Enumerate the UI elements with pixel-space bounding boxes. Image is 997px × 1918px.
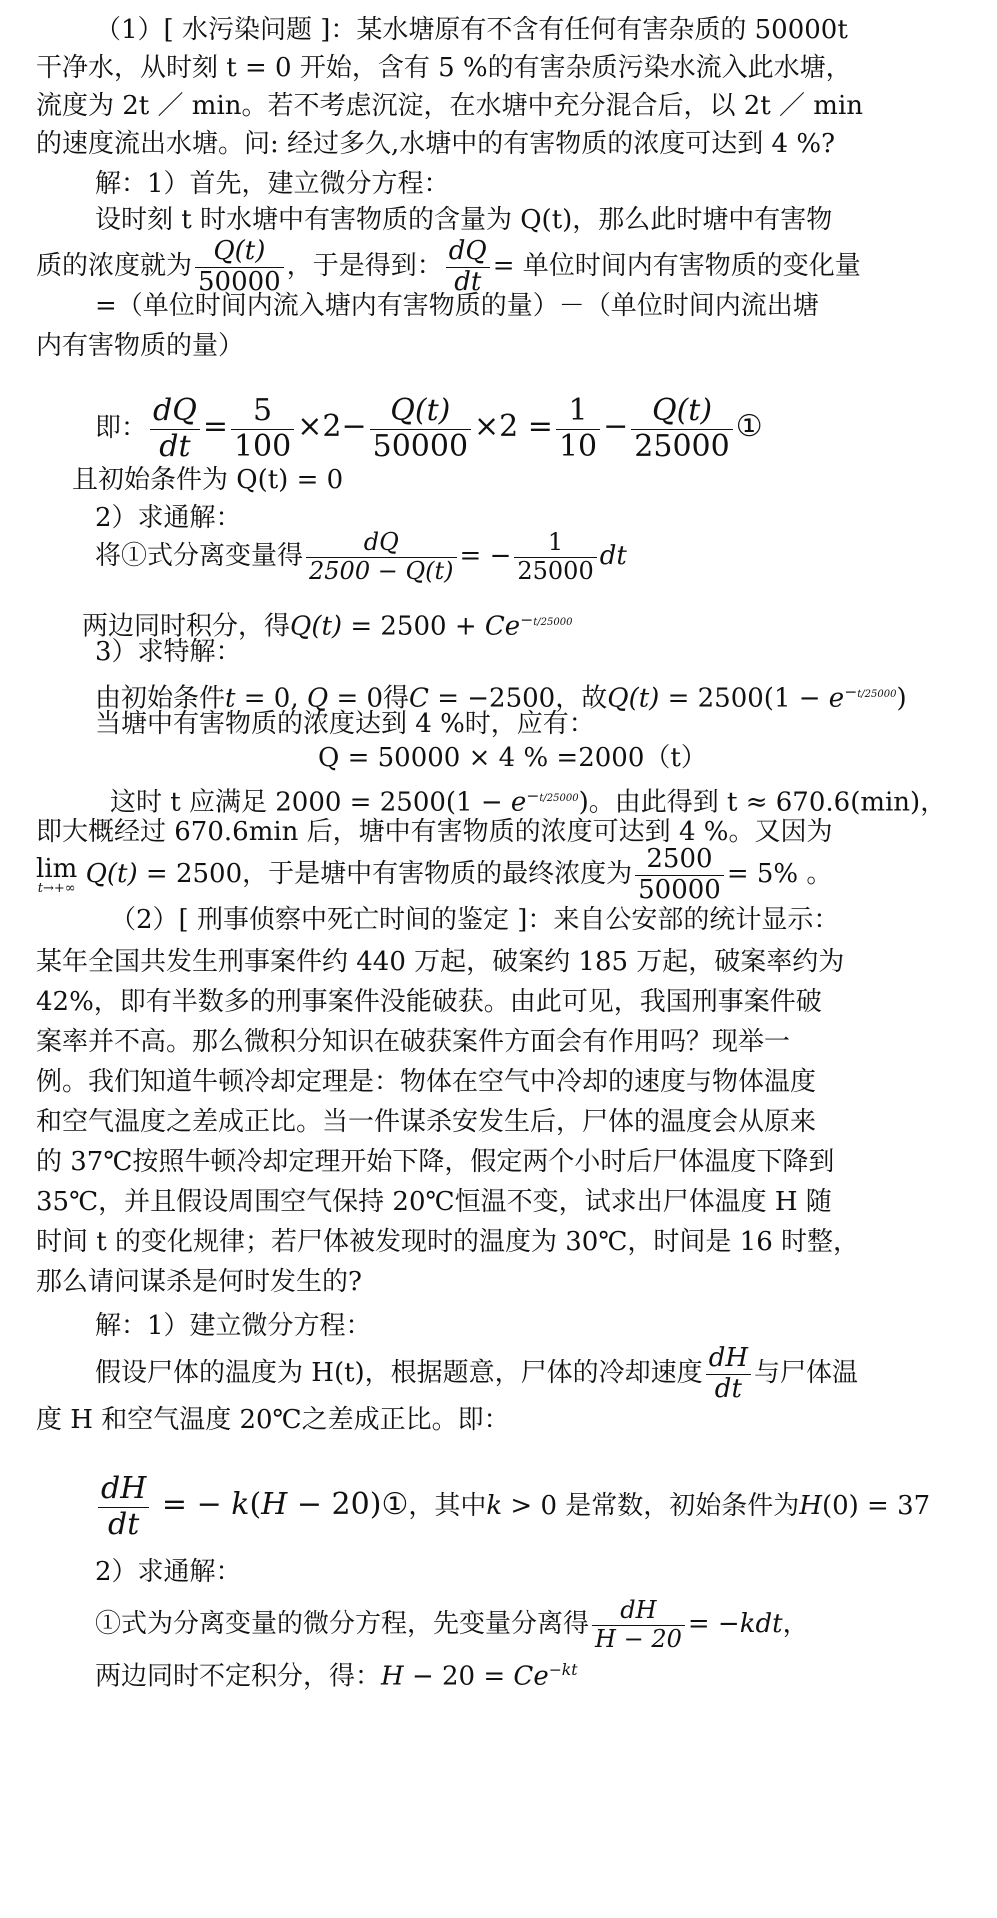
p2-line-4: 案率并不高。那么微积分知识在破获案件方面会有作用吗？现举一 xyxy=(36,1027,791,1057)
p2-line-12 xyxy=(95,1338,973,1408)
p2-line-6: 和空气温度之差成正比。当一件谋杀安发生后，尸体的温度会从原来 xyxy=(36,1107,817,1137)
p2-solution-step-2: 2）求通解： xyxy=(95,1557,242,1587)
p1-line-14: 两边同时积分，得$Q(t) = 2500 + Ce^{-t/25000}$ xyxy=(82,611,573,642)
cooling-rate-fraction: $\frac{dH}{dt}$ xyxy=(706,1344,751,1405)
p1-line-2: 干净水，从时刻 t = 0 开始，含有 5 %的有害杂质污染水流入此水塘， xyxy=(36,53,852,83)
p1-line-19b: 。由此得到 t ≈ 670.6(min)， xyxy=(588,787,947,818)
separation-rhs-fraction: $\frac{1}{25000}$ xyxy=(514,529,596,585)
p1-line-13: 将①式分离变量得 $\frac{dQ}{2500 - Q(t)}$ = − $\frac{1}{25000}$ dt xyxy=(95,527,627,585)
p1-line-7c: = 单位时间内有害物质的变化量 xyxy=(492,251,861,281)
equation-1: 即： $\frac{dQ}{dt}$ = $\frac{5}{100}$ ×2− $\frac{Q(t)}{50000}$ ×2 = $\frac{1}{10}$ − $\frac{Q(t)}{25000}$ ① xyxy=(95,393,763,464)
final-concentration-fraction: $\frac{2500}{50000}$ xyxy=(635,845,724,906)
eq1-frac-q2: $\frac{Q(t)}{25000}$ xyxy=(631,394,732,464)
eq1-frac-5: $\frac{5}{100}$ xyxy=(231,394,294,464)
p2-line-14a: ，其中 xyxy=(408,1491,487,1521)
p2-line-16: ①式为分离变量的微分方程，先变量分离得 $\frac{dH}{H - 20}$ = −kdt， xyxy=(95,1595,809,1653)
p2-line-13: 度 H 和空气温度 20℃之差成正比。即： xyxy=(36,1405,510,1435)
eq1-frac-q: $\frac{Q(t)}{50000}$ xyxy=(370,394,471,464)
p1-line-6: 设时刻 t 时水塘中有害物质的含量为 Q(t)，那么此时塘中有害物 xyxy=(95,205,833,235)
eq1-frac-1: $\frac{1}{10}$ xyxy=(556,394,600,464)
dq-dt-fraction: $\frac{dQ}{dt}$ xyxy=(446,237,490,298)
p1-line-19a: 这时 t 应满足 xyxy=(110,787,267,818)
p1-line-4: 的速度流出水塘。问: 经过多久,水塘中的有害物质的浓度可达到 4 %? xyxy=(36,129,836,159)
p1-line-7a: 质的浓度就为 xyxy=(36,251,193,281)
p1-line-21: lim t→+∞ Q(t) = 2500，于是塘中有害物质的最终浓度为 $\frac{2500}{50000}$ = 5% 。 xyxy=(36,843,833,905)
p1-line-3: 流度为 2t ／ min。若不考虑沉淀，在水塘中充分混合后，以 2t ／ min xyxy=(36,91,863,121)
p2-line-10: 那么请问谋杀是何时发生的? xyxy=(36,1267,362,1297)
p1-line-1: （1）[ 水污染问题 ]：某水塘原有不含有任何有害杂质的 50000t xyxy=(95,15,848,45)
p2-line-3: 42%，即有半数多的刑事案件没能破获。由此可见，我国刑事案件破 xyxy=(36,987,822,1017)
p1-line-14a: 两边同时积分，得 xyxy=(82,611,291,642)
p1-line-16a: 由初始条件 xyxy=(95,683,226,714)
p1-line-7 xyxy=(36,236,973,297)
solution-step-1: 解：1）首先，建立微分方程： xyxy=(95,169,450,199)
p1-line-16b: ，故 xyxy=(555,683,608,714)
p1-line-20: 即大概经过 670.6min 后，塘中有害物质的浓度可达到 4 %。又因为 xyxy=(36,817,833,847)
separation-h-fraction: $\frac{dH}{H - 20}$ xyxy=(592,1597,685,1653)
p1-line-18: Q = 50000 × 4 % =2000（t） xyxy=(318,743,707,773)
p1-line-11: 且初始条件为 Q(t) = 0 xyxy=(72,465,344,495)
limit-expression: lim t→+∞ xyxy=(36,853,78,896)
solution-step-2: 2）求通解： xyxy=(95,503,242,533)
equation-1-prefix: 即： xyxy=(95,413,148,443)
p2-line-8: 35℃，并且假设周围空气保持 20℃恒温不变，试求出尸体温度 H 随 xyxy=(36,1187,832,1217)
p2-line-7: 的 37℃按照牛顿冷却定理开始下降，假定两个小时后尸体温度下降到 xyxy=(36,1147,835,1177)
p1-line-21a: ，于是塘中有害物质的最终浓度为 xyxy=(242,859,633,889)
p2-line-5: 例。我们知道牛顿冷却定理是：物体在空气中冷却的速度与物体温度 xyxy=(36,1067,817,1097)
p1-line-16: 由初始条件t = 0, Q = 0得C = −2500，故$Q(t) = 2500(1 - e^{-t/25000})$ xyxy=(95,683,907,714)
concentration-fraction: $\frac{Q(t)}{50000}$ xyxy=(195,237,284,298)
p1-line-7b: ，于是得到： xyxy=(286,251,443,281)
p2-line-12a: 假设尸体的温度为 H(t)，根据题意，尸体的冷却速度 xyxy=(95,1358,703,1388)
p2-line-9: 时间 t 的变化规律；若尸体被发现时的温度为 30℃，时间是 16 时整， xyxy=(36,1227,860,1257)
p1-line-9: 内有害物质的量） xyxy=(36,331,245,361)
p2-line-16a: ①式为分离变量的微分方程，先变量分离得 xyxy=(95,1609,590,1639)
p1-line-21b: = 5% 。 xyxy=(726,859,833,889)
p2-line-17a: 两边同时不定积分，得： xyxy=(95,1661,382,1692)
p2-line-12b: 与尸体温 xyxy=(754,1358,859,1388)
solution-step-3: 3）求特解： xyxy=(95,637,242,667)
eq1-frac-dq: $\frac{dQ}{dt}$ xyxy=(150,394,200,464)
p1-line-19: 这时 t 应满足 $2000 = 2500(1 - e^{-t/25000})$。由此得到 t ≈ 670.6(min)， xyxy=(110,787,947,818)
p1-line-17: 当塘中有害物质的浓度达到 4 %时，应有： xyxy=(95,709,595,739)
p2-line-1: （2）[ 刑事侦察中死亡时间的鉴定 ]：来自公安部的统计显示： xyxy=(110,905,840,935)
p2-line-17: 两边同时不定积分，得：$H - 20 = Ce^{-kt}$ xyxy=(95,1661,578,1692)
dh-dt-fraction: $\frac{dH}{dt}$ xyxy=(98,1472,149,1542)
p1-line-8: =（单位时间内流入塘内有害物质的量）－（单位时间内流出塘 xyxy=(95,291,819,321)
p2-line-2: 某年全国共发生刑事案件约 440 万起，破案约 185 万起，破案率约为 xyxy=(36,947,845,977)
p1-line-13a: 将①式分离变量得 xyxy=(95,541,304,571)
p2-line-14b: 是常数，初始条件为 xyxy=(565,1491,800,1521)
separation-fraction: $\frac{dQ}{2500 - Q(t)}$ xyxy=(306,529,457,585)
cooling-equation: $\frac{dH}{dt}$ = − k(H − 20)①，其中k > 0 是常数，初始条件为H(0) = 37 xyxy=(95,1460,973,1551)
p2-solution-step-1: 解：1）建立微分方程： xyxy=(95,1311,372,1341)
